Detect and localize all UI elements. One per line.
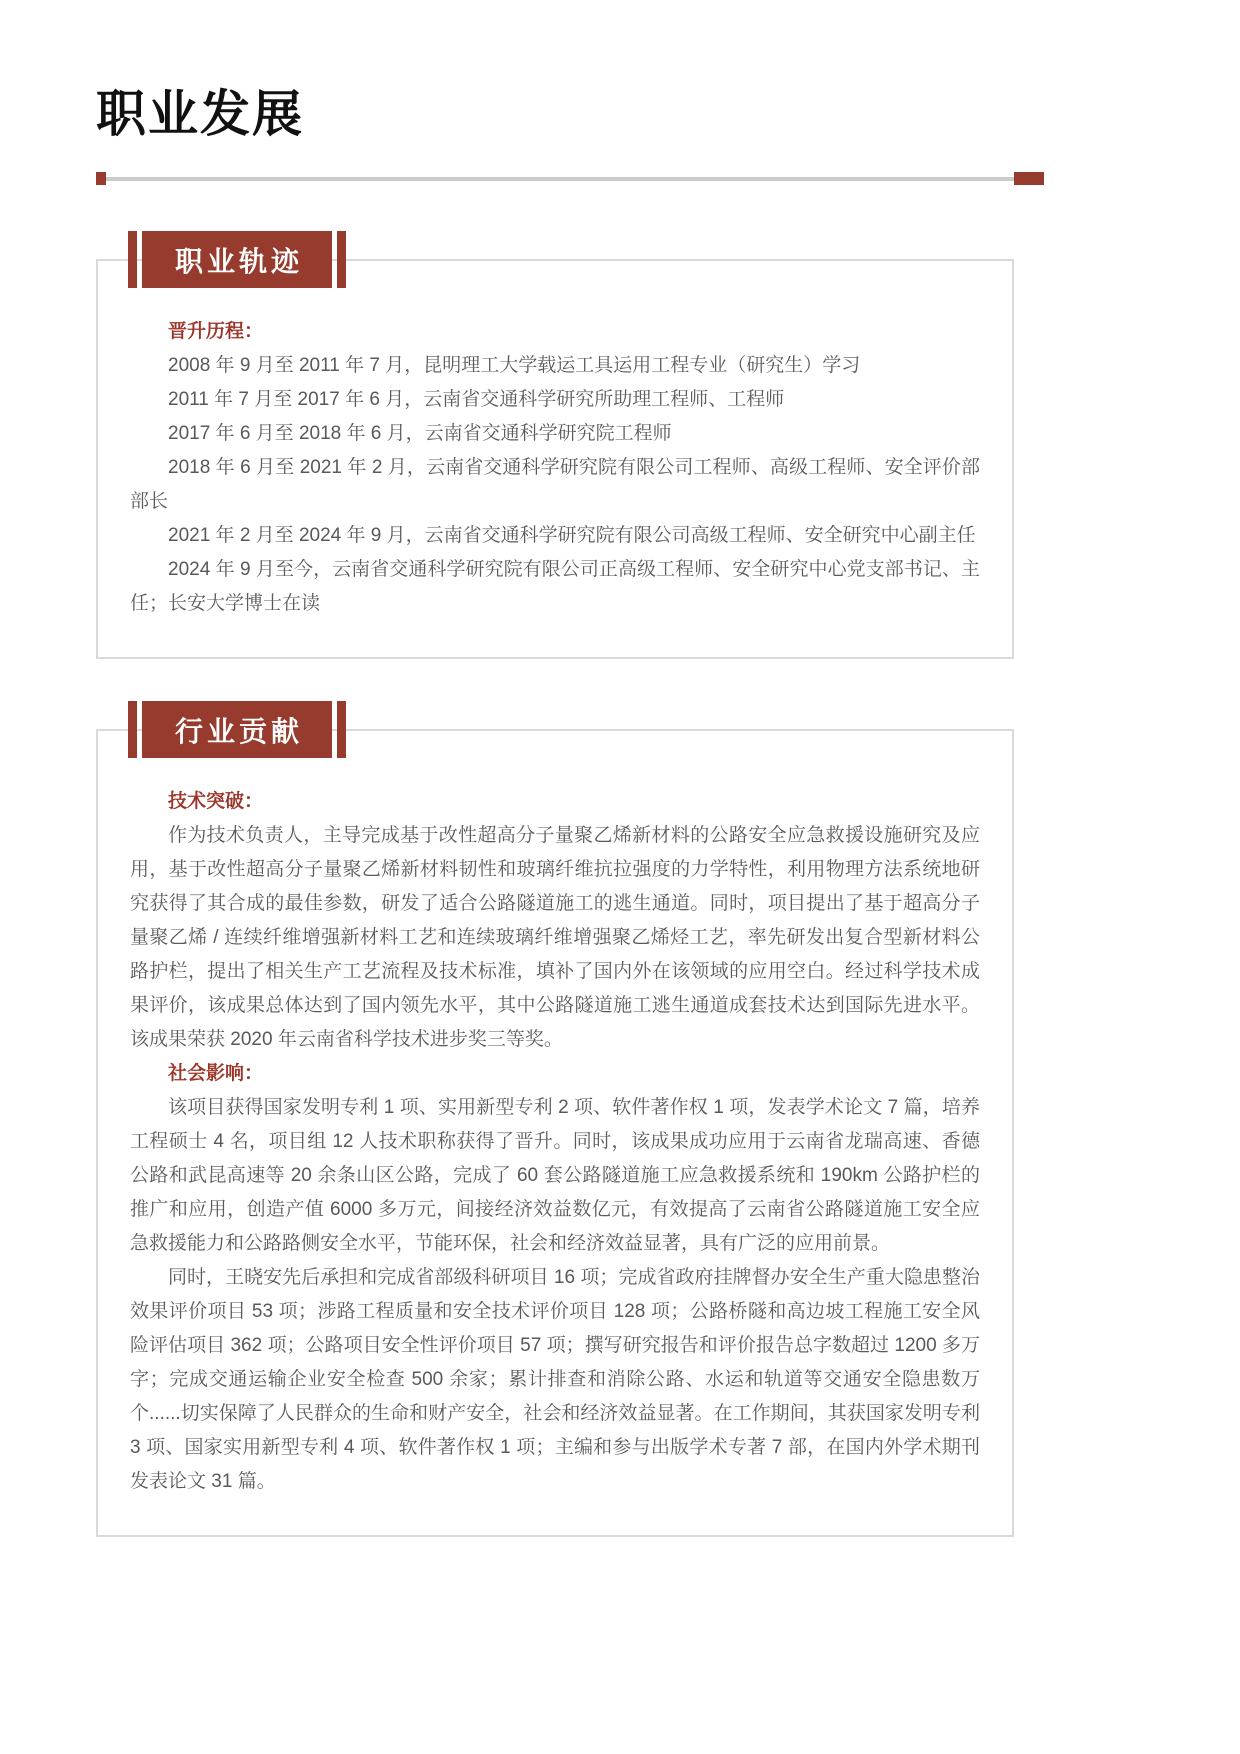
- timeline-entry: 2008 年 9 月至 2011 年 7 月，昆明理工大学载运工具运用工程专业（研究生）学习: [168, 355, 861, 376]
- page-title: 职业发展: [96, 86, 304, 142]
- panel-box-career-track: [96, 259, 1014, 659]
- badge-left-tab: [128, 231, 137, 288]
- timeline-entry: 2024 年 9 月至今，云南省交通科学研究院有限公司正高级工程师、安全研究中心党支部书记、主任；长安大学博士在读: [130, 559, 980, 614]
- timeline-entry: 2021 年 2 月至 2024 年 9 月，云南省交通科学研究院有限公司高级工程师、安全研究中心副主任: [168, 525, 976, 546]
- paragraph-technical-breakthrough: 作为技术负责人，主导完成基于改性超高分子量聚乙烯新材料的公路安全应急救援设施研究及应用，基于改性超高分子量聚乙烯新材料韧性和玻璃纤维抗拉强度的力学特性，利用物理方法系统地研究获得了其合成的最佳参数，研发了适合公路隧道施工的逃生通道。同时，项目提出了基于超高分子量聚乙烯 / 连续纤维增强新材料工艺和连续玻璃纤维增强聚乙烯烃工艺，率先研发出复合型新材料公路护栏，提出了相关生产工艺流程及技术标准，填补了国内外在该领域的应用空白。经过科学技术成果评价，该成果总体达到了国内领先水平，其中公路隧道施工逃生通道成套技术达到国际先进水平。该成果荣获 2020 年云南省科学技术进步奖三等奖。: [130, 825, 980, 1050]
- badge-label: 职业轨迹: [142, 231, 332, 288]
- badge-career-track: [128, 231, 346, 288]
- badge-right-tab: [337, 231, 346, 288]
- subheading-technical-breakthrough: 技术突破：: [168, 791, 264, 812]
- timeline-entry: 2011 年 7 月至 2017 年 6 月，云南省交通科学研究所助理工程师、工程师: [168, 389, 785, 410]
- paragraph-social-impact-1: 该项目获得国家发明专利 1 项、实用新型专利 2 项、软件著作权 1 项，发表学术论文 7 篇，培养工程硕士 4 名，项目组 12 人技术职称获得了晋升。同时，该成果成功应用于云南省龙瑞高速、香德公路和武昆高速等 20 余条山区公路，完成了 60 套公路隧道施工应急救援系统和 190km 公路护栏的推广和应用，创造产值 6000 多万元，间接经济效益数亿元，有效提高了云南省公路隧道施工安全应急救援能力和公路路侧安全水平，节能环保，社会和经济效益显著，具有广泛的应用前景。: [130, 1097, 980, 1254]
- rule-line: [106, 177, 1014, 181]
- timeline-entry: 2018 年 6 月至 2021 年 2 月，云南省交通科学研究院有限公司工程师、高级工程师、安全评价部部长: [130, 457, 980, 512]
- paragraph-social-impact-2: 同时，王晓安先后承担和完成省部级科研项目 16 项；完成省政府挂牌督办安全生产重大隐患整治效果评价项目 53 项；涉路工程质量和安全技术评价项目 128 项；公路桥隧和高边坡工程施工安全风险评估项目 362 项；公路项目安全性评价项目 57 项；撰写研究报告和评价报告总字数超过 1200 多万字；完成交通运输企业安全检查 500 余家；累计排查和消除公路、水运和轨道等交通安全隐患数万个......切实保障了人民群众的生命和财产安全，社会和经济效益显著。在工作期间，其获国家发明专利 3 项、国家实用新型专利 4 项、软件著作权 1 项；主编和参与出版学术专著 7 部，在国内外学术期刊发表论文 31 篇。: [130, 1267, 980, 1492]
- panel-box-industry-contribution: [96, 729, 1014, 1537]
- timeline-entry: 2017 年 6 月至 2018 年 6 月，云南省交通科学研究院工程师: [168, 423, 672, 444]
- content-column: [96, 84, 1240, 1537]
- title-rule: [96, 172, 1044, 185]
- section-industry-contribution: [96, 701, 1014, 1537]
- badge-left-tab: [128, 701, 137, 758]
- badge-label: 行业贡献: [142, 701, 332, 758]
- badge-industry-contribution: [128, 701, 346, 758]
- rule-cap-right: [1014, 172, 1044, 185]
- subheading-social-impact: 社会影响：: [168, 1063, 264, 1084]
- rule-cap-left: [96, 172, 106, 185]
- badge-right-tab: [337, 701, 346, 758]
- subheading-promotion-history: 晋升历程：: [168, 321, 264, 342]
- section-career-track: [96, 231, 1014, 659]
